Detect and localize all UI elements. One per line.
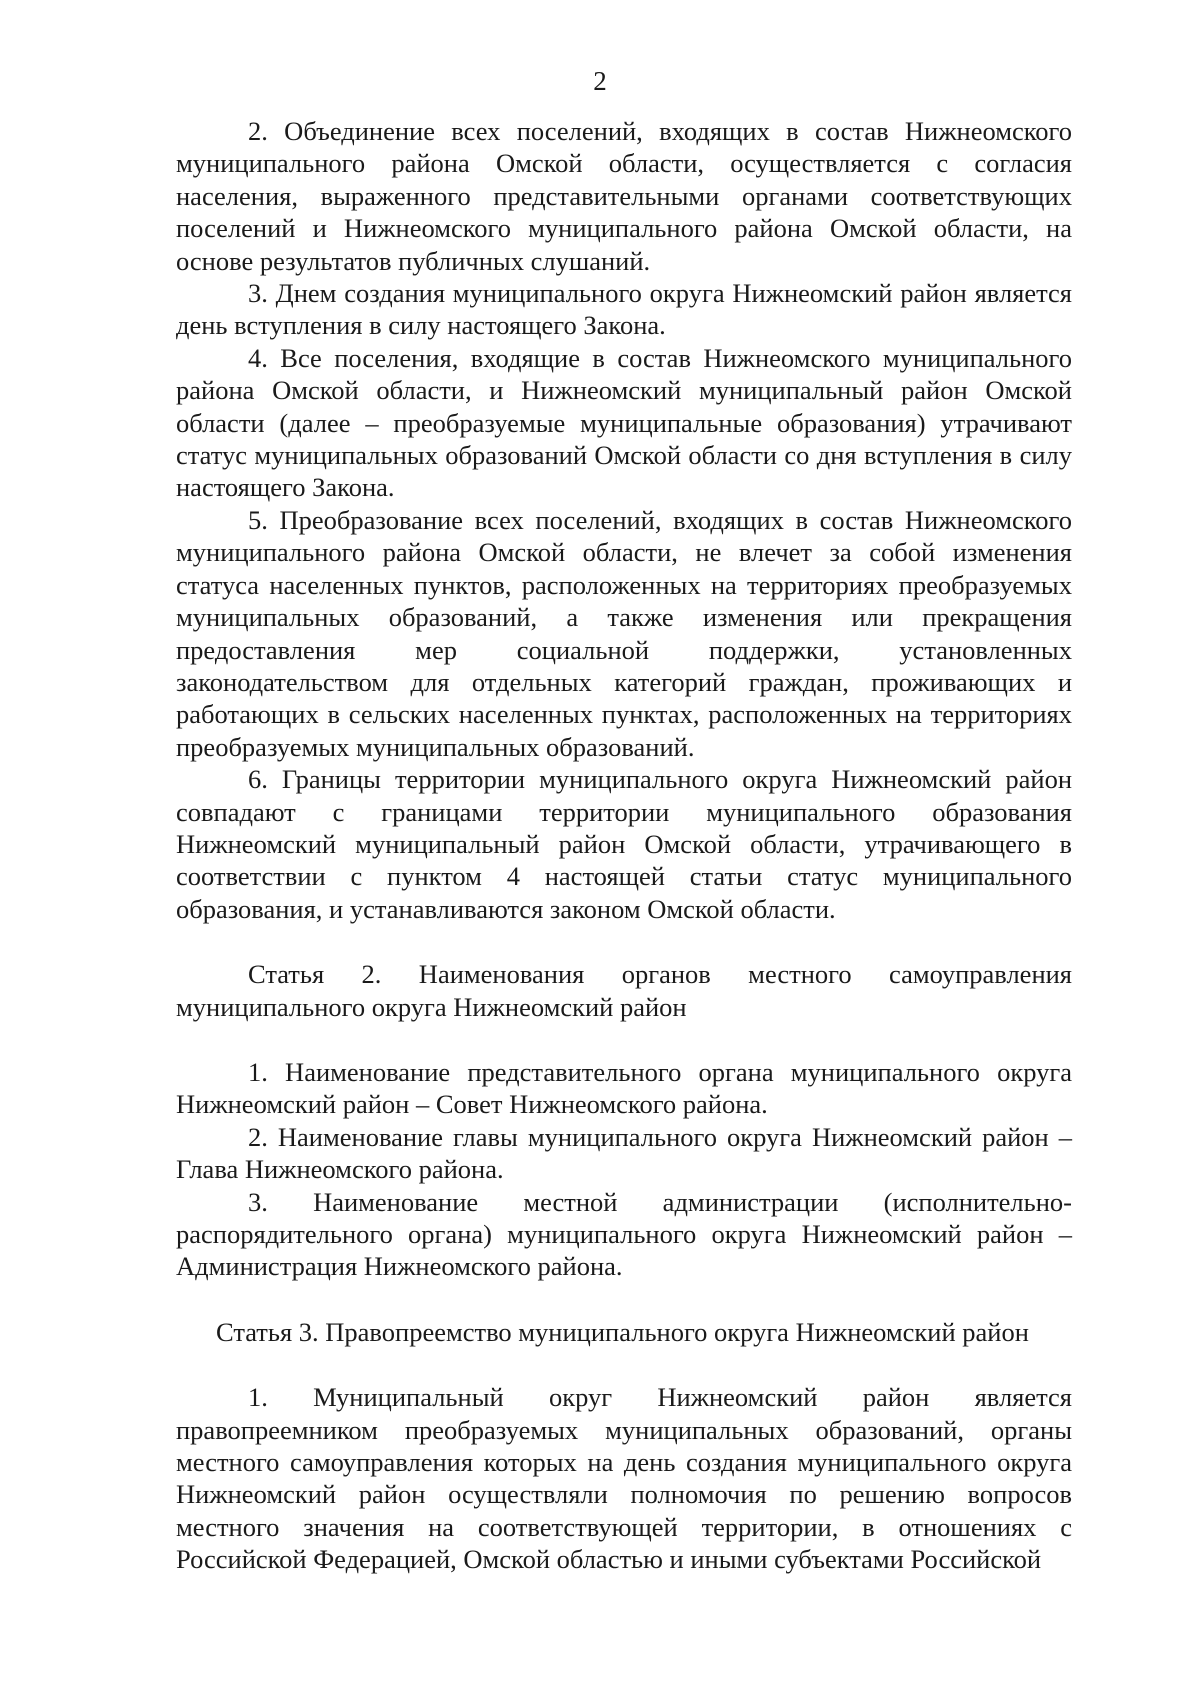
page-number: 2 [593,66,607,96]
article1-paragraph-5: 5. Преобразование всех поселений, входящих в состав Нижнеомского муниципального района Омской области, не влечет за собой изменения статуса населенных пунктов, расположенных на территориях преобразуемых муниципальных образований, а также изменения или прекращения предоставления мер социальной поддержки, установленных законодательством для отдельных категорий граждан, проживающих и работающих в сельских населенных пунктах, расположенных на территориях преобразуемых муниципальных образований. [176,504,1072,762]
article1-paragraph-3: 3. Днем создания муниципального округа Нижнеомский район является день вступления в силу настоящего Закона. [176,278,1072,341]
article2-paragraph-3: 3. Наименование местной администрации (исполнительно-распорядительного органа) муниципального округа Нижнеомский район – Администрация Нижнеомского района. [176,1186,1072,1282]
article3-paragraph-1: 1. Муниципальный округ Нижнеомский район является правопреемником преобразуемых муниципальных образований, органы местного самоуправления которых на день создания муниципального округа Нижнеомский район осуществляли полномочия по решению вопросов местного значения на соответствующей территории, в отношениях с Российской Федерацией, Омской областью и иными субъектами Российской [176,1382,1072,1575]
article2-heading: Статья 2. Наименования органов местного самоуправления муниципального округа Нижнеомский район [176,959,1072,1022]
section-gap [176,1023,1072,1056]
article1-paragraph-6: 6. Границы территории муниципального округа Нижнеомский район совпадают с границами территории муниципального образования Нижнеомский муниципальный район Омской области, утрачивающего в соответствии с пунктом 4 настоящей статьи статус муниципального образования, и устанавливаются законом Омской области. [176,764,1072,924]
article2-paragraph-2: 2. Наименование главы муниципального округа Нижнеомский район – Глава Нижнеомского района. [176,1121,1072,1185]
section-gap [176,1348,1072,1381]
section-gap [176,1283,1072,1316]
article1-paragraph-2: 2. Объединение всех поселений, входящих в состав Нижнеомского муниципального района Омской области, осуществляется с согласия населения, выраженного представительными органами соответствующих поселений и Нижнеомского муниципального района Омской области, на основе результатов публичных слушаний. [176,116,1072,276]
article3-heading: Статья 3. Правопреемство муниципального округа Нижнеомский район [216,1316,1029,1347]
article2-paragraph-1: 1. Наименование представительного органа муниципального округа Нижнеомский район – Совет Нижнеомского района. [176,1056,1072,1120]
document-body [176,115,1072,1576]
section-gap [176,925,1072,958]
article1-paragraph-4: 4. Все поселения, входящие в состав Нижнеомского муниципального района Омской области, и Нижнеомский муниципальный район Омской области (далее – преобразуемые муниципальные образования) утрачивают статус муниципальных образований Омской области со дня вступления в силу настоящего Закона. [176,342,1072,503]
